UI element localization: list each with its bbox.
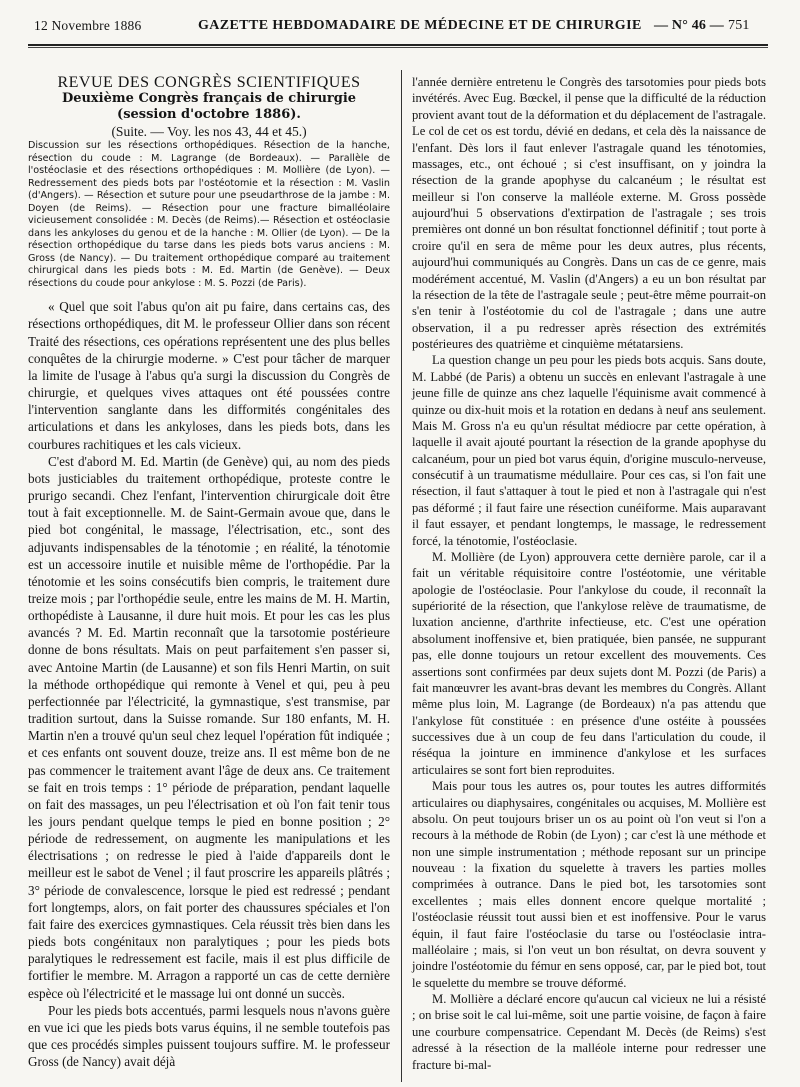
section-title: REVUE DES CONGRÈS SCIENTIFIQUES <box>57 74 361 91</box>
paragraph: l'année dernière entretenu le Congrès des tarsotomies pour pieds bots invétérés. Avec Eug. Bœckel, il pense que la difficulté de la réduction provient avant tout de la déformation et du déplacement de l'astragale. Le col de cet os est tordu, dévié en dedans, et cela dès la naissance de l'enfant. Dès lors il faut enlever l'astragale quand les ténotomies, massages, etc., ont échoué ; si c'est insuffisant, on y joindra la résection de la grande apophyse du calcanéum ; le résultat est meilleur si l'on conserve la malléole externe. M. Gross possède aujourd'hui 5 observations d'extirpation de l'astragale ; ses trois premières ont donné un bon résultat fonctionnel définitif ; tout porte à croire qu'il en sera de même pour les deux autres, plus récents, aujourd'hui communiqués au Congrès. Dans un cas de ce genre, mais modérément accentué, M. Vaslin (d'Angers) a eu un bon résultat par la résection de la tête de l'astragale seule ; peut-être même pourrait-on s'en tenir à l'ostéotomie du col de l'astragale ; dans une autre observation, il a pu redresser après résection des extrémités postérieures des quatrième et cinquième métatarsiens. <box>412 75 766 351</box>
header-page-number: 751 <box>728 18 750 33</box>
continuation-note: (Suite. — Voy. les nos 43, 44 et 45.) <box>111 124 307 140</box>
paragraph: La question change un peu pour les pieds bots acquis. Sans doute, M. Labbé (de Paris) a obtenu un succès en enlevant l'astragale à une jeune fille de quinze ans chez laquelle l'équinisme avait commencé à quinze ou dix-huit mois et la rotation en dedans à neuf ans seulement. Mais M. Gross n'a eu qu'un résultat médiocre par cette opération, à laquelle il avait ajouté pourtant la résection de la grande apophyse du calcanéum, pour un pied bot varus équin, d'origine musculo-nerveuse, consécutif à un traumatisme médullaire. Pour ces cas, si l'on fait une résection, il faut s'attaquer à tout le pied et non à l'astragale qui n'est pas déformé ; il faut faire une résection cunéiforme. Mais auparavant il faut essayer, et pendant longtemps, le massage, le redressement forcé, la ténotomie, l'ostéoclasie. <box>412 353 766 548</box>
congress-session: (session d'octobre 1886). <box>117 107 301 123</box>
column-divider <box>401 70 402 1082</box>
header-rule-thin <box>28 47 768 48</box>
congress-title: Deuxième Congrès français de chirurgie <box>61 91 357 107</box>
header-rule <box>28 44 768 46</box>
paragraph: M. Mollière (de Lyon) approuvera cette dernière parole, car il a fait un véritable réquisitoire contre l'ostéotomie, une véritable apologie de l'ostéoclasie. Pour l'ankylose du coude, il reconnaît la supériorité de la résection, que l'ankylose relève de traumatisme, de luxation ancienne, d'arthrite infectieuse, etc. C'est une opération absolument inoffensive et, bien pratiquée, bien pansée, ne suppurant pas, elle donne toujours un retour excellent des mouvements. Ces assertions sont confirmées par deux sujets dont M. Pozzi (de Paris) a fait manœuvrer les avant-bras devant les membres du Congrès. Allant même plus loin, M. Lagrange (de Bordeaux) n'a pas attendu que l'ankylose fût constituée : en présence d'une ostéite à poussées successives due à un coup de feu dans l'articulation du coude, il réséqua la jointure en imminence d'ankylose et les surfaces articulaires se sont fort bien reproduites. <box>412 549 766 777</box>
left-column <box>28 74 390 1070</box>
paragraph: C'est d'abord M. Ed. Martin (de Genève) qui, au nom des pieds bots justiciables du traitement orthopédique, proteste contre le prurigo secandi. Chez l'enfant, l'intervention chirurgicale doit être tout à fait exceptionnelle. M. de Saint-Germain avoue que, dans le pied bot congénital, le massage, l'électrisation, etc., sont des adjuvants indispensables de la ténotomie ; en réalité, la ténotomie est un accessoire inutile et nuisible même de l'orthopédie. Par la ténotomie et les soins consécutifs bien compris, le traitement dure treize mois ; par l'orthopédie seule, entre les mains de M. H. Martin, orthopédiste à Lausanne, il dure huit mois. Et pour les cas les plus avancés ? M. Ed. Martin reconnaît que la tarsotomie postérieure donne de bons résultats. Mais on peut parfaitement s'en passer si, avec Antoine Martin (de Lausanne) et son fils Henri Martin, on suit la méthode orthopédique qui remonte à Venel et qui, peu à peu perfectionnée par l'électricité, la gymnastique, s'est transmise, par tradition surtout, dans la Suisse romande. Sur 180 enfants, M. H. Martin n'en a trouvé qu'un seul chez lequel l'opération fût indiquée ; et ces enfants ont souvent douze, treize ans. Il est même bon de ne pas commencer le traitement avant l'âge de deux ans. Ce traitement se fait en trois temps : 1° période de préparation, pendant laquelle on fait des massages, un peu l'électrisation et où l'on fait tenir tous les jours pendant quelque temps le pied en bonne position ; 2° période de redressement, on augmente les manipulations et les électrisations ; on redresse le pied à l'aide d'appareils dont le meilleur est le sabot de Venel ; il faut proscrire les appareils plâtrés ; 3° période de convalescence, lorsque le pied est redressé ; pendant fort longtemps, alors, on fait porter des chaussures spéciales et l'on fait faire des exercices gymnastiques. Cela réussit très bien dans les pieds bots congénitaux non paralytiques ; pour les pieds bots paralytiques le redressement est facile, mais il est plus difficile de fortifier le membre. M. Arragon a rapporté un cas de cette dernière espèce où l'électricité et le massage lui ont donné un succès. <box>28 453 390 1001</box>
header-date: 12 Novembre 1886 <box>34 18 142 33</box>
header-issue-number: — N° 46 — <box>654 18 725 33</box>
paragraph: Pour les pieds bots accentués, parmi lesquels nous n'avons guère en vue ici que les pieds bots varus équins, il ne semble toutefois pas que ces procédés simples puissent toujours suffire. M. le professeur Gross (de Nancy) avait déjà <box>28 1002 390 1070</box>
article-summary: Discussion sur les résections orthopédiques. Résection de la hanche, résection du coude : M. Lagrange (de Bordeaux). — Parallèle de l'ostéoclasie et des résections orthopédiques : M. Mollière (de Lyon). — Redressement des pieds bots par l'ostéotomie et la résection : M. Vaslin (d'Angers). — Résection et suture pour une pseudarthrose de la jambe : M. Doyen (de Reims). — Résection pour une fracture bimalléolaire vicieusement consolidée : M. Decès (de Reims).— Résection et ostéoclasie dans les ankyloses du genou et de la hanche : M. Ollier (de Lyon). — De la résection orthopédique du tarse dans les pieds bots varus anciens : M. Gross (de Nancy). — Du traitement orthopédique comparé au traitement chirurgical dans les pieds bots : M. Ed. Martin (de Genève). — Deux résections du coude pour ankylose : M. S. Pozzi (de Paris). <box>28 140 390 289</box>
running-header <box>28 10 768 48</box>
header-journal-title: GAZETTE HEBDOMADAIRE DE MÉDECINE ET DE CHIRURGIE <box>198 18 642 33</box>
right-column <box>412 74 766 1073</box>
paragraph: M. Mollière a déclaré encore qu'aucun cal vicieux ne lui a résisté ; on brise soit le cal lui-même, soit une partie voisine, de façon à faire une courbure compensatrice. Cependant M. Decès (de Reims) s'est adressé à la résection de la malléole interne pour redresser une fracture bi-mal- <box>412 992 766 1072</box>
paragraph: « Quel que soit l'abus qu'on ait pu faire, dans certains cas, des résections orthopédiques, dit M. le professeur Ollier dans son récent Traité des résections, ces opérations représentent une des plus belles conquêtes de la chirurgie moderne. » C'est pour tâcher de marquer la limite de l'usage à l'abus qu'a surgi la discussion du Congrès de chirurgie, et quelques vives attaques ont été poussées contre l'intervention sanglante dans les difformités congénitales des articulations et dans les ankyloses, dans les pieds bots, dans les courbures rachitiques et les cals vicieux. <box>28 299 390 452</box>
paragraph: Mais pour tous les autres os, pour toutes les autres difformités articulaires ou diaphysaires, congénitales ou acquises, M. Mollière est absolu. On peut toujours briser un os au point où l'on veut si l'on a recours à la méthode de Robin (de Lyon) ; car c'est là une méthode et non une simple instrumentation ; méthode reposant sur un principe nouveau : la fixation du squelette à travers les parties molles comprimées à outrance. Dans le pied bot, les tarsotomies sont excellentes ; mais elles donnent encore quelque mortalité ; l'ostéoclasie réussit tout aussi bien et est inoffensive. Pour le varus équin, il faut faire l'ostéoclasie du tarse ou l'ostéoclasie intra-malléolaire ; mais, si l'on veut un bon résultat, on devra souvent y joindre l'ostéotomie du fémur en sens opposé, car, par le pied bot, tout le squelette du membre se trouve déformé. <box>412 779 766 990</box>
